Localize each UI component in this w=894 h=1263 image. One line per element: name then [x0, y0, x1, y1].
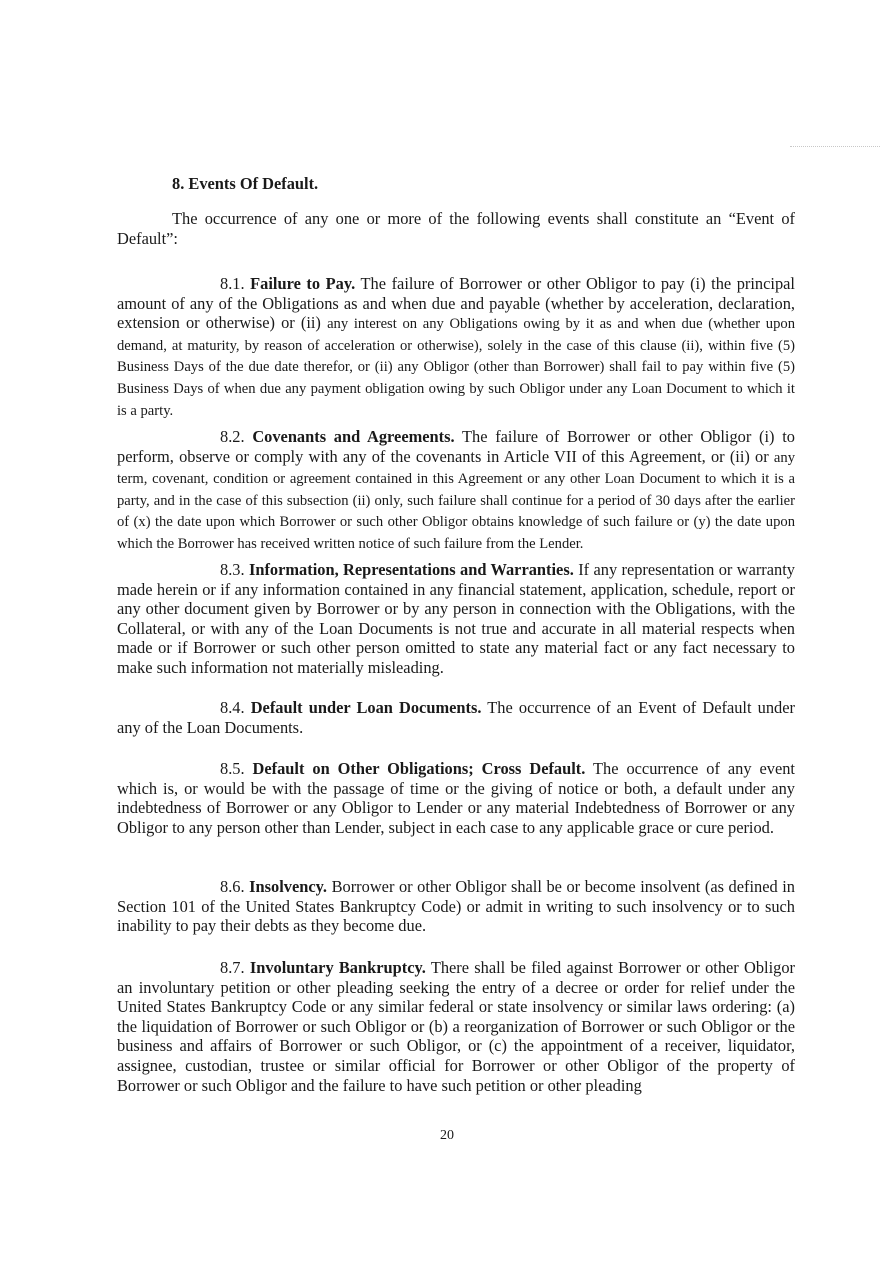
item-text-small: any interest on any Obligations owing by it as and when due (whether upon demand, at maturity, by reason of acceleration or otherwise), solely in the case of this clause (ii), within five (5) Business Days of the due date therefor, or (ii) any Obligor (other than Borrower) shall fail to pay within five (5) Business Days of when due any payment obligation owing by such Obligor under any Loan Document to which it is a party. [117, 316, 795, 419]
item-text-small: any term, covenant, condition or agreement contained in this Agreement or any other Loan Document to which it is a party, and in the case of this subsection (ii) only, such failure shall continue for a period of 30 days after the earlier of (x) the date upon which Borrower or such other Obligor obtains knowledge of such failure or (y) the date upon which the Borrower has received written notice of such failure from the Lender. [117, 449, 795, 552]
item-title: Default on Other Obligations; Cross Default. [252, 759, 586, 778]
item-title: Information, Representations and Warranties. [248, 560, 574, 579]
item-text: There shall be filed against Borrower or other Obligor an involuntary petition or other pleading seeking the entry of a decree or order for relief under the United States Bankruptcy Code or any similar federal or state insolvency or similar laws ordering: (a) the liquidation of Borrower or such Obligor or (b) a reorganization of Borrower or such Obligor or the business and affairs of Borrower or such Obligor, or (c) the appointment of a receiver, liquidator, assignee, custodian, trustee or similar official for Borrower or other Obligor of the property of Borrower or such Obligor and the failure to have such petition or other pleading [117, 958, 795, 1095]
item-8-5 [117, 759, 795, 837]
item-text: Borrower or other Obligor shall be or become insolvent (as defined in Section 101 of the United States Bankruptcy Code) or admit in writing to such insolvency or to such inability to pay their debts as they become due. [117, 877, 795, 936]
item-number: 8.1. [220, 274, 245, 293]
item-8-3 [117, 560, 795, 678]
item-title: Failure to Pay. [250, 274, 356, 293]
section-intro: The occurrence of any one or more of the following events shall constitute an “Event of Default”: [117, 209, 795, 248]
item-8-1 [117, 274, 795, 421]
item-title: Insolvency. [249, 877, 328, 896]
section-heading: 8. Events Of Default. [172, 174, 319, 193]
page-number: 20 [440, 1128, 454, 1143]
item-title: Involuntary Bankruptcy. [249, 958, 426, 977]
item-8-4 [117, 698, 795, 737]
item-8-6 [117, 877, 795, 936]
scan-artifact-line [790, 146, 880, 148]
item-title: Default under Loan Documents. [250, 698, 482, 717]
item-text: The occurrence of any event which is, or would be with the passage of time or the giving of notice or both, a default under any indebtedness of Borrower or any Obligor to Lender or any material Indebtedness of Borrower or any Obligor to any person other than Lender, subject in each case to any applicable grace or cure period. [117, 759, 795, 837]
item-number: 8.4. [220, 698, 245, 717]
item-number: 8.2. [220, 427, 245, 446]
item-text: The occurrence of an Event of Default under any of the Loan Documents. [117, 698, 795, 737]
item-number: 8.5. [220, 759, 245, 778]
item-8-7 [117, 958, 795, 1095]
item-text: The failure of Borrower or other Obligor to pay (i) the principal amount of any of the Obligations as and when due and payable (whether by acceleration, declaration, extension or otherwise) or (ii) [117, 274, 795, 333]
item-text: The failure of Borrower or other Obligor (i) to perform, observe or comply with any of the covenants in Article VII of this Agreement, or (ii) or [117, 427, 795, 466]
item-title: Covenants and Agreements. [252, 427, 455, 446]
item-number: 8.7. [220, 958, 245, 977]
item-number: 8.6. [220, 877, 245, 896]
item-number: 8.3. [220, 560, 245, 579]
item-8-2 [117, 427, 795, 555]
item-text: If any representation or warranty made herein or if any information contained in any financial statement, application, schedule, report or any other document given by Borrower or by any person in connection with the Obligations, with the Collateral, or with any of the Loan Documents is not true and accurate in all material respects when made or if Borrower or such other person omitted to state any material fact or any fact necessary to make such information not materially misleading. [117, 560, 795, 677]
